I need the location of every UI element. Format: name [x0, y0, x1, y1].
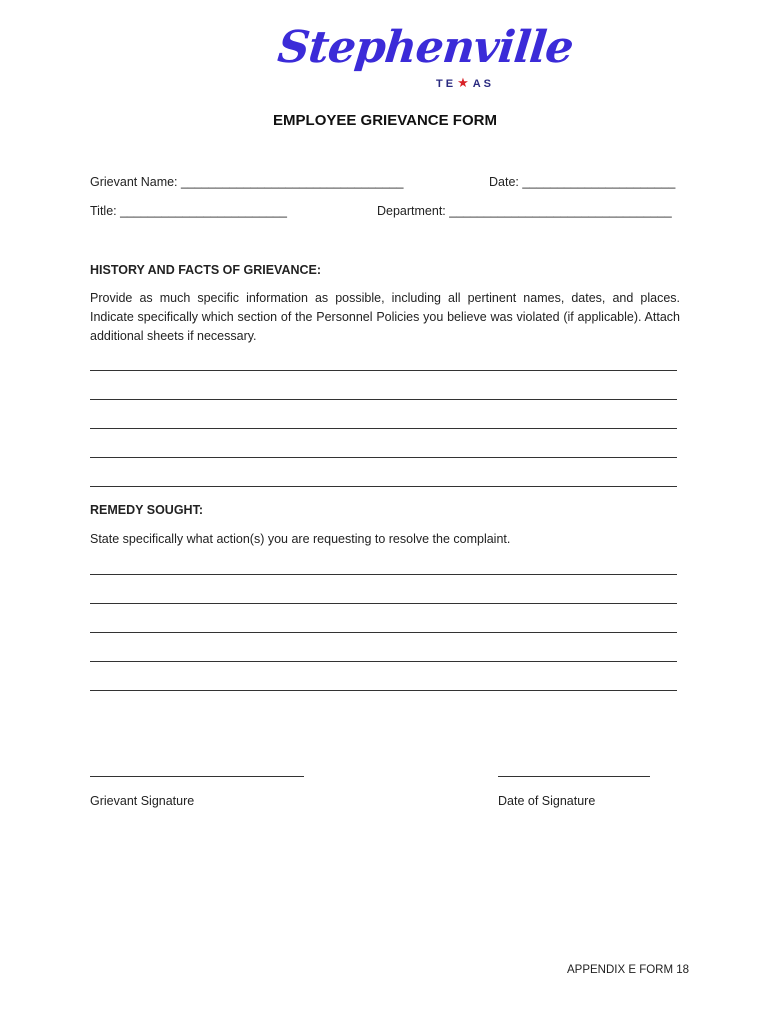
grievant-signature-label: Grievant Signature [90, 794, 195, 808]
remedy-instructions: State specifically what action(s) you are requesting to resolve the complaint. [90, 532, 511, 546]
history-heading: HISTORY AND FACTS OF GRIEVANCE: [90, 263, 322, 277]
date-of-signature-line[interactable] [498, 776, 650, 777]
logo-script-text: Stephenville [275, 22, 576, 73]
date-of-signature-label: Date of Signature [498, 794, 596, 808]
history-answer-line[interactable] [90, 399, 677, 400]
logo-texas-part2: AS [472, 78, 494, 90]
remedy-heading: REMEDY SOUGHT: [90, 503, 203, 517]
remedy-answer-line[interactable] [90, 661, 677, 662]
history-answer-line[interactable] [90, 370, 677, 371]
title-field[interactable]: Title: ________________________ [90, 204, 287, 218]
stephenville-logo [275, 22, 576, 102]
star-icon: ★ [457, 75, 472, 90]
grievant-name-field[interactable]: Grievant Name: ________________________________ [90, 175, 404, 189]
logo-texas-part1: TE [436, 78, 457, 90]
history-answer-line[interactable] [90, 457, 677, 458]
logo-texas-text [436, 75, 494, 91]
remedy-answer-line[interactable] [90, 690, 677, 691]
history-answer-line[interactable] [90, 428, 677, 429]
appendix-label: APPENDIX E FORM 18 [567, 964, 690, 976]
remedy-answer-line[interactable] [90, 574, 677, 575]
form-title: EMPLOYEE GRIEVANCE FORM [273, 112, 497, 129]
remedy-answer-line[interactable] [90, 632, 677, 633]
date-field[interactable]: Date: ______________________ [489, 175, 676, 189]
grievant-signature-line[interactable] [90, 776, 304, 777]
remedy-answer-line[interactable] [90, 603, 677, 604]
history-answer-line[interactable] [90, 486, 677, 487]
history-instructions: Provide as much specific information as possible, including all pertinent names, dates, and places. Indicate specifically which section of the Personnel Policies you believe was violated (if applicable). Attach additional sheets if necessary. [90, 291, 680, 343]
department-field[interactable]: Department: ________________________________ [377, 204, 672, 218]
